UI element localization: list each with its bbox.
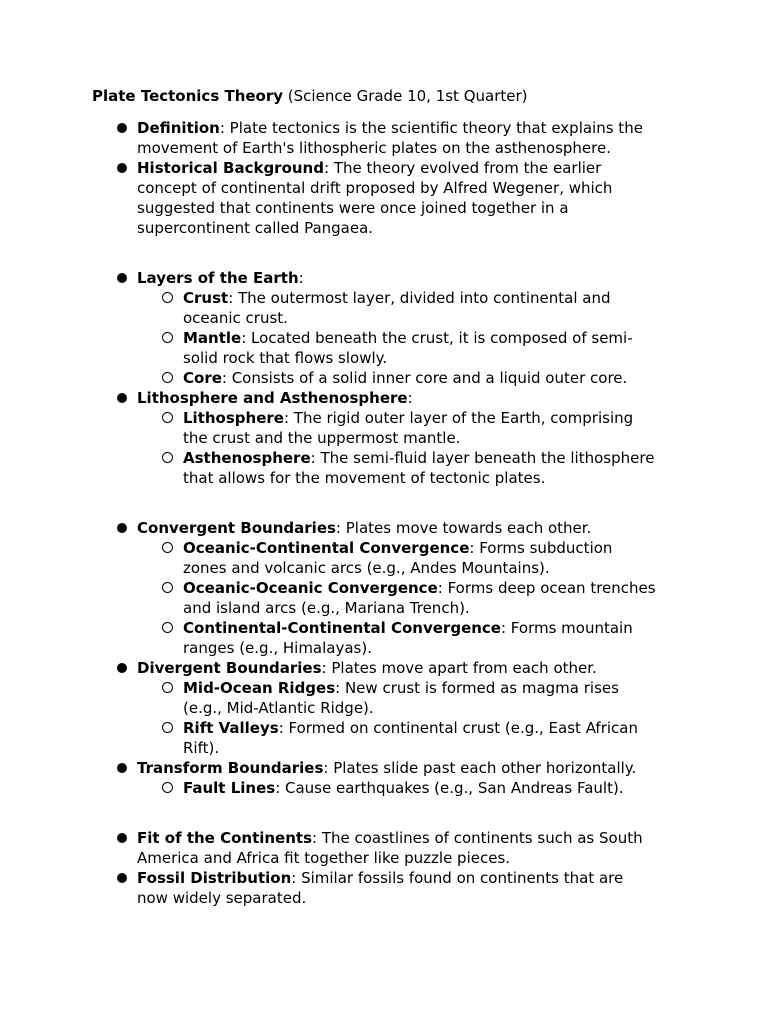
hollow-bullet-icon: [162, 542, 173, 553]
term-description: : Located beneath the crust, it is composed of semi-: [241, 329, 633, 347]
list-item: [92, 158, 708, 238]
term-description: : Formed on continental crust (e.g., East African: [278, 719, 638, 737]
term-description: : Plates slide past each other horizontally.: [323, 759, 637, 777]
text-line: [183, 368, 708, 388]
filled-bullet-icon: [117, 833, 127, 843]
list-item: [92, 518, 708, 538]
list-item: [92, 868, 708, 908]
text-line: supercontinent called Pangaea.: [137, 219, 374, 237]
text-line: zones and volcanic arcs (e.g., Andes Mountains).: [183, 559, 550, 577]
text-line: [137, 158, 708, 178]
text-line: [137, 268, 708, 288]
text-line: [183, 538, 708, 558]
term-label: Continental-Continental Convergence: [183, 619, 501, 637]
list-item: [92, 118, 708, 158]
term-label: Oceanic-Oceanic Convergence: [183, 579, 438, 597]
term-description: : Plate tectonics is the scientific theory that explains the: [219, 119, 643, 137]
term-label: Rift Valleys: [183, 719, 279, 737]
sub-list-item: [92, 288, 708, 328]
term-description: : The outermost layer, divided into continental and: [228, 289, 611, 307]
term-description: : The theory evolved from the earlier: [323, 159, 602, 177]
document-title-bold: Plate Tectonics Theory: [92, 87, 284, 105]
filled-bullet-icon: [117, 393, 127, 403]
filled-bullet-icon: [117, 663, 127, 673]
text-line: and island arcs (e.g., Mariana Trench).: [183, 599, 470, 617]
sub-list-item: [92, 328, 708, 368]
text-line: (e.g., Mid-Atlantic Ridge).: [183, 699, 374, 717]
filled-bullet-icon: [117, 763, 127, 773]
list-item: [92, 268, 708, 288]
term-label: Definition: [137, 119, 220, 137]
filled-bullet-icon: [117, 873, 127, 883]
text-line: [137, 118, 708, 138]
text-line: oceanic crust.: [183, 309, 288, 327]
term-label: Mid-Ocean Ridges: [183, 679, 336, 697]
text-line: [183, 578, 708, 598]
term-description: :: [407, 389, 413, 407]
hollow-bullet-icon: [162, 722, 173, 733]
text-line: suggested that continents were once joined together in a: [137, 199, 569, 217]
document-title-subtitle: (Science Grade 10, 1st Quarter): [283, 87, 528, 105]
text-line: [183, 288, 708, 308]
term-label: Lithosphere and Asthenosphere: [137, 389, 408, 407]
term-label: Oceanic-Continental Convergence: [183, 539, 470, 557]
text-line: solid rock that flows slowly.: [183, 349, 388, 367]
list-item: [92, 828, 708, 868]
term-description: : Forms subduction: [469, 539, 613, 557]
text-line: [137, 828, 708, 848]
hollow-bullet-icon: [162, 292, 173, 303]
text-line: ranges (e.g., Himalayas).: [183, 639, 372, 657]
sub-list-item: [92, 778, 708, 798]
hollow-bullet-icon: [162, 332, 173, 343]
term-description: : New crust is formed as magma rises: [335, 679, 619, 697]
term-label: Core: [183, 369, 222, 387]
hollow-bullet-icon: [162, 372, 173, 383]
list-item: [92, 758, 708, 778]
hollow-bullet-icon: [162, 622, 173, 633]
term-label: Asthenosphere: [183, 449, 311, 467]
text-line: America and Africa fit together like puzzle pieces.: [137, 849, 511, 867]
text-line: [183, 718, 708, 738]
filled-bullet-icon: [117, 163, 127, 173]
term-label: Historical Background: [137, 159, 324, 177]
text-line: [183, 678, 708, 698]
text-line: [183, 408, 708, 428]
term-description: :: [298, 269, 304, 287]
sub-list-item: [92, 578, 708, 618]
sub-list-item: [92, 408, 708, 448]
hollow-bullet-icon: [162, 412, 173, 423]
outline-list: [92, 118, 708, 908]
text-line: [137, 658, 708, 678]
text-line: the crust and the uppermost mantle.: [183, 429, 461, 447]
term-label: Crust: [183, 289, 229, 307]
term-description: : The rigid outer layer of the Earth, comprising: [283, 409, 634, 427]
text-line: [137, 518, 708, 538]
term-description: : Plates move apart from each other.: [321, 659, 597, 677]
sub-list-item: [92, 718, 708, 758]
text-line: movement of Earth's lithospheric plates on the asthenosphere.: [137, 139, 611, 157]
term-label: Transform Boundaries: [137, 759, 324, 777]
hollow-bullet-icon: [162, 682, 173, 693]
text-line: [137, 758, 708, 778]
term-description: : Similar fossils found on continents that are: [291, 869, 624, 887]
document-title: [92, 86, 708, 106]
text-line: concept of continental drift proposed by Alfred Wegener, which: [137, 179, 613, 197]
text-line: now widely separated.: [137, 889, 307, 907]
term-label: Convergent Boundaries: [137, 519, 336, 537]
sub-list-item: [92, 618, 708, 658]
term-description: : Forms mountain: [500, 619, 633, 637]
text-line: [183, 778, 708, 798]
term-label: Fit of the Continents: [137, 829, 313, 847]
term-label: Layers of the Earth: [137, 269, 299, 287]
hollow-bullet-icon: [162, 452, 173, 463]
sub-list-item: [92, 368, 708, 388]
term-description: : Plates move towards each other.: [335, 519, 592, 537]
text-line: that allows for the movement of tectonic plates.: [183, 469, 546, 487]
text-line: [183, 618, 708, 638]
sub-list-item: [92, 538, 708, 578]
term-label: Mantle: [183, 329, 242, 347]
hollow-bullet-icon: [162, 782, 173, 793]
term-description: : Forms deep ocean trenches: [437, 579, 656, 597]
text-line: [183, 448, 708, 468]
sub-list-item: [92, 678, 708, 718]
filled-bullet-icon: [117, 123, 127, 133]
term-description: : The semi-fluid layer beneath the lithosphere: [310, 449, 655, 467]
term-label: Fault Lines: [183, 779, 276, 797]
text-line: Rift).: [183, 739, 220, 757]
term-description: : Consists of a solid inner core and a liquid outer core.: [221, 369, 628, 387]
filled-bullet-icon: [117, 523, 127, 533]
hollow-bullet-icon: [162, 582, 173, 593]
term-label: Divergent Boundaries: [137, 659, 322, 677]
filled-bullet-icon: [117, 273, 127, 283]
sub-list-item: [92, 448, 708, 488]
list-item: [92, 388, 708, 408]
term-description: : Cause earthquakes (e.g., San Andreas Fault).: [275, 779, 624, 797]
text-line: [137, 868, 708, 888]
term-description: : The coastlines of continents such as South: [312, 829, 643, 847]
term-label: Lithosphere: [183, 409, 284, 427]
term-label: Fossil Distribution: [137, 869, 292, 887]
list-item: [92, 658, 708, 678]
text-line: [183, 328, 708, 348]
text-line: [137, 388, 708, 408]
